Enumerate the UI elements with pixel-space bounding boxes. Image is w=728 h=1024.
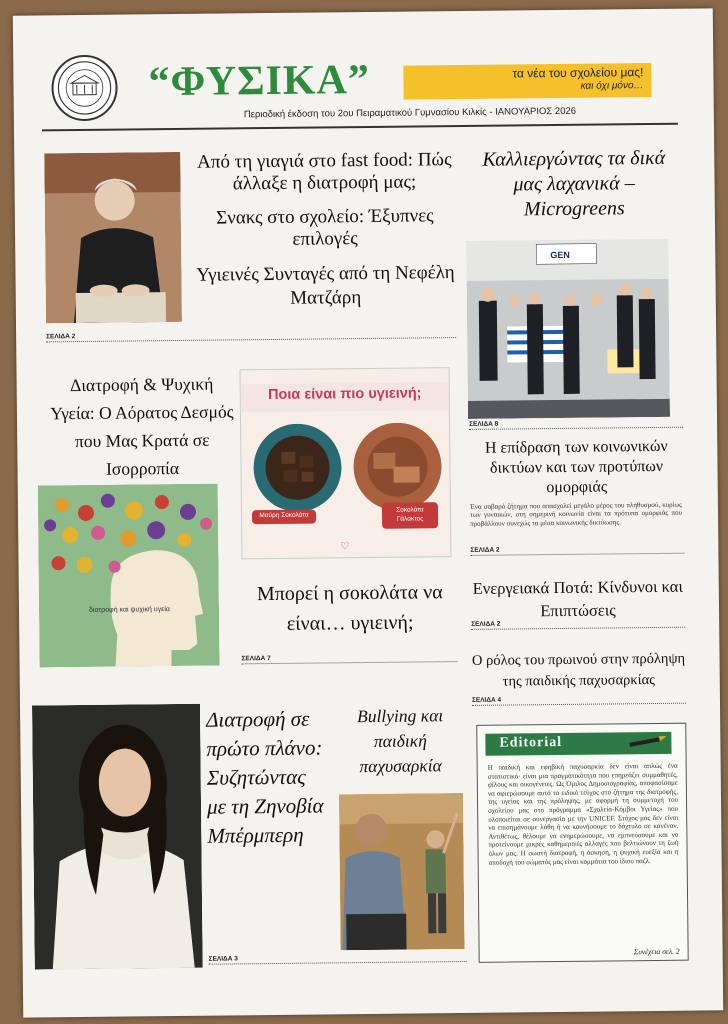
- headline-social-media: Η επίδραση των κοινωνικών δικτύων και των προτύπων ομορφιάς: [484, 437, 668, 497]
- section-ref-page-7: ΣΕΛΙΔΑ 7: [241, 653, 457, 664]
- section-ref-page-8: ΣΕΛΙΔΑ 8: [469, 419, 683, 430]
- section-ref-page-2b: ΣΕΛΙΔΑ 2: [470, 545, 684, 556]
- headline-healthy-recipes: Υγιεινές Συνταγές από τη Νεφέλη Ματζάρη: [196, 262, 455, 309]
- headline-nutrition-mental-health: Διατροφή & Ψυχική Υγεία: Ο Αόρατος Δεσμός που Μας Κρατά σε Ισορροπία: [50, 373, 234, 479]
- pen-icon: [627, 734, 667, 750]
- grandmother-photo: [44, 152, 182, 323]
- students-award-photo: [466, 239, 670, 419]
- dark-chocolate-label: Μαύρη Σοκολάτα: [259, 511, 309, 520]
- editorial-body: Η παιδική και εφηβική παχυσαρκία δεν είναι απλώς ένα στατιστικό· είναι μια πραγματικότητα που επηρεάζει συμμαθητές, φίλους και οικογένειες. Ως Όμιλος Δημοσιογραφίας, αποφασίσαμε να αφιερώσουμε αυτό το ειδικό τεύχος στο ζήτημα της διατροφής, της υγείας και της πρόληψης, με αφορμή τη συμμετοχή του σχολείου μας στο πρόγραμμα «Σχολεία-Κόμβοι Υγείας» που υλοποιείται σε συνεργασία με την UNICEF. Στόχος μας δεν είναι να επισημάνουμε λάθη ή να κουνήσουμε το δάχτυλο σε κανέναν. Αντιθέτως, θέλουμε να ενημερώσουμε, να εμπνεύσουμε και να προτείνουμε μικρές καθημερινές αλλαγές που βελτιώνουν τη ζωή όλων μας. Η σωστή διατροφή, η άσκηση, η ψυχική ευεξία και η αποδοχή του σώματός μας είναι κομμάτια του ίδιου παζλ.: [487, 761, 679, 867]
- headline-chocolate: Μπορεί η σοκολάτα να είναι… υγιεινή;: [256, 581, 443, 635]
- milk-chocolate-photo: [353, 422, 442, 511]
- section-ref-page-4: ΣΕΛΙΔΑ 4: [472, 695, 686, 706]
- head-caption-text: διατροφή και ψυχική υγεία: [88, 606, 170, 614]
- editorial-continued: Συνέχεια σελ. 2: [633, 946, 680, 957]
- issue-subtitle: Περιοδική έκδοση του 2ου Πειραματικού Γυμνασίου Κιλκίς - ΙΑΝΟΥΑΡΙΟΣ 2026: [243, 105, 577, 121]
- heart-icon: ♡: [340, 541, 350, 553]
- slogan-line-2: και όχι μόνο…: [580, 80, 644, 92]
- chocolate-card: [239, 367, 451, 559]
- banner-gen-text: GEN: [550, 249, 570, 261]
- editorial-box: [476, 723, 688, 963]
- milk-chocolate-label: Σοκολάτα Γάλακτος: [396, 506, 424, 523]
- flowers-head-illustration: [38, 484, 220, 668]
- chocolate-card-title: Ποια είναι πιο υγιεινή;: [267, 385, 422, 404]
- newspaper-page: [13, 8, 723, 1017]
- newspaper-title: “ΦΥΣΙΚΑ”: [148, 56, 371, 106]
- bullying-photo: [339, 793, 465, 950]
- editorial-title: Editorial: [485, 732, 671, 756]
- headline-bullying: Bullying και παιδική παχυσαρκία: [356, 705, 444, 777]
- masthead-divider: [42, 123, 678, 132]
- interview-portrait-photo: [32, 704, 203, 970]
- headline-energy-drinks: Ενεργειακά Ποτά: Κίνδυνοι και Επιπτώσεις: [472, 576, 683, 621]
- social-media-snippet: Ένα σοβαρό ζήτημα που απασχολεί μεγάλο μέρος του πληθυσμού, κυρίως των γυναικών, στη σημερινή κοινωνία είναι τα πρότυπα ομορφιάς που προβάλλουν συνεχώς τα μέσα κοινωνικής δικτύωσης.: [469, 500, 683, 528]
- section-ref-page-2c: ΣΕΛΙΔΑ 2: [471, 619, 685, 630]
- section-ref-page-3: ΣΕΛΙΔΑ 3: [209, 953, 467, 965]
- headline-microgreens: Καλλιεργώντας τα δικά μας λαχανικά – Microgreens: [482, 146, 666, 221]
- headline-interview: Διατροφή σε πρώτο πλάνο: Συζητώντας με τη Ζηνοβία Μπέρμπερη: [206, 706, 324, 848]
- headline-school-snacks: Σνακς στο σχολείο: Έξυπνες επιλογές: [216, 205, 434, 250]
- section-ref-page-2: ΣΕΛΙΔΑ 2: [46, 329, 456, 342]
- slogan-banner: [403, 63, 651, 100]
- slogan-line-1: τα νέα του σχολείου μας!: [512, 65, 644, 81]
- headline-grandma-fastfood: Από τη γιαγιά στο fast food: Πώς άλλαξε η διατροφή μας;: [196, 149, 452, 195]
- dark-chocolate-photo: [253, 423, 342, 512]
- headline-breakfast: Ο ρόλος του πρωινού στην πρόληψη της παιδικής παχυσαρκίας: [471, 650, 686, 690]
- school-seal-logo: [51, 55, 118, 122]
